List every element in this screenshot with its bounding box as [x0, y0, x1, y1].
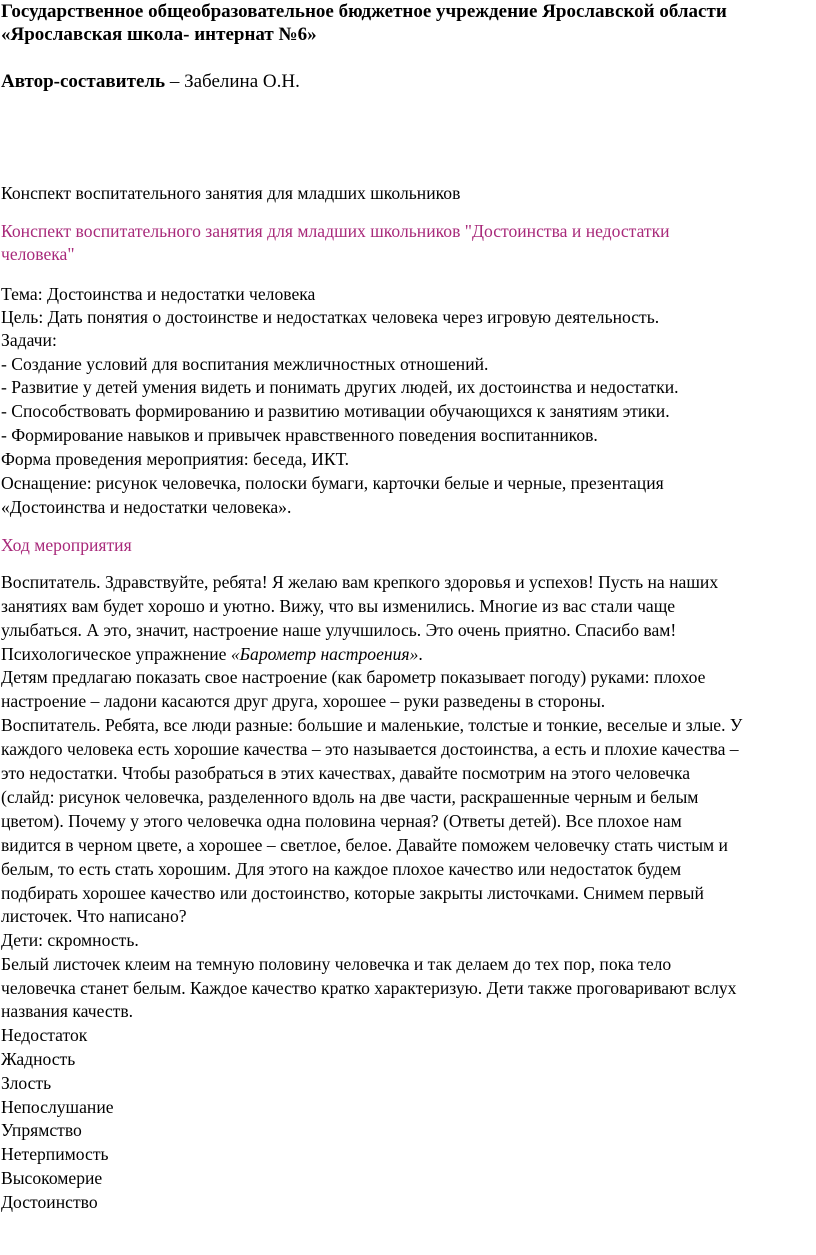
pink-title-line1: Конспект воспитательного занятия для младших школьников "Достоинства и недостатки: [1, 221, 670, 241]
body-line: это недостатки. Чтобы разобраться в этих качествах, давайте посмотрим на этого человечка: [1, 763, 691, 783]
body-line: видится в черном цвете, а хорошее – светлое, белое. Давайте поможем человечку стать чистым и: [1, 835, 728, 855]
body-line: белым, то есть стать хорошим. Для этого на каждое плохое качество или недостаток будем: [1, 859, 682, 879]
tasks-label: Задачи:: [1, 330, 57, 350]
quality-item: Недостаток: [1, 1025, 88, 1045]
theme-line: Тема: Достоинства и недостатки человека: [1, 284, 316, 304]
body-line: цветом). Почему у этого человечка одна половина черная? (Ответы детей). Все плохое нам: [1, 811, 682, 831]
body-line: каждого человека есть хорошие качества – это называется достоинства, а есть и плохие качества –: [1, 739, 739, 759]
exercise-prefix: Психологическое упражнение: [1, 644, 231, 664]
goal-line: Цель: Дать понятия о достоинстве и недостатках человека через игровую деятельность.: [1, 307, 660, 327]
quality-item: Достоинство: [1, 1192, 98, 1212]
task-item: - Создание условий для воспитания межличностных отношений.: [1, 354, 489, 374]
author-name: Забелина О.Н.: [184, 71, 300, 92]
author-line: [1, 72, 300, 92]
body-line: Детям предлагаю показать свое настроение (как барометр показывает погоду) руками: плохое: [1, 667, 706, 687]
body-line: настроение – ладони касаются друг друга, хорошее – руки разведены в стороны.: [1, 691, 606, 711]
body-line: Воспитатель. Здравствуйте, ребята! Я желаю вам крепкого здоровья и успехов! Пусть на наших: [1, 572, 719, 592]
quality-item: Высокомерие: [1, 1168, 103, 1188]
pink-title-line2: человека": [1, 244, 75, 264]
body-line: листочек. Что написано?: [1, 906, 187, 926]
institution-title-line1: Государственное общеобразовательное бюджетное учреждение Ярославской области: [1, 1, 727, 22]
body-line: занятиях вам будет хорошо и уютно. Вижу, что вы изменились. Многие из вас стали чаще: [1, 596, 676, 616]
institution-title-line2: «Ярославская школа- интернат №6»: [1, 24, 317, 45]
exercise-suffix: .: [418, 644, 423, 664]
document-heading: Конспект воспитательного занятия для младших школьников: [1, 183, 461, 203]
body-line: подбирать хорошее качество или достоинство, которые закрыты листочками. Снимем первый: [1, 883, 704, 903]
author-separator: –: [165, 71, 185, 92]
task-item: - Способствовать формированию и развитию мотивации обучающихся к занятиям этики.: [1, 401, 670, 421]
body-line: (слайд: рисунок человечка, разделенного вдоль на две части, раскрашенные черным и белым: [1, 787, 699, 807]
body-line: Белый листочек клеим на темную половину человечка и так делаем до тех пор, пока тело: [1, 954, 672, 974]
body-line: человечка станет белым. Каждое качество кратко характеризую. Дети также проговаривают вслух: [1, 978, 737, 998]
equipment-line2: «Достоинства и недостатки человека».: [1, 497, 292, 517]
children-answer: Дети: скромность.: [1, 930, 139, 950]
section-heading: Ход мероприятия: [1, 535, 132, 555]
quality-item: Упрямство: [1, 1120, 82, 1140]
form-line: Форма проведения мероприятия: беседа, ИКТ.: [1, 449, 350, 469]
quality-item: Жадность: [1, 1049, 76, 1069]
quality-item: Злость: [1, 1073, 52, 1093]
body-line: названия качеств.: [1, 1001, 134, 1021]
quality-item: Непослушание: [1, 1097, 114, 1117]
body-line: Воспитатель. Ребята, все люди разные: большие и маленькие, толстые и тонкие, веселые и злые. У: [1, 715, 743, 735]
author-label: Автор-составитель: [1, 71, 166, 92]
exercise-name: «Барометр настроения»: [230, 644, 419, 664]
task-item: - Развитие у детей умения видеть и понимать других людей, их достоинства и недостатки.: [1, 377, 679, 397]
task-item: - Формирование навыков и привычек нравственного поведения воспитанников.: [1, 425, 598, 445]
body-line: улыбаться. А это, значит, настроение наше улучшилось. Это очень приятно. Спасибо вам!: [1, 620, 677, 640]
quality-item: Нетерпимость: [1, 1144, 109, 1164]
exercise-line: [1, 644, 423, 664]
equipment-line1: Оснащение: рисунок человечка, полоски бумаги, карточки белые и черные, презентация: [1, 473, 664, 493]
